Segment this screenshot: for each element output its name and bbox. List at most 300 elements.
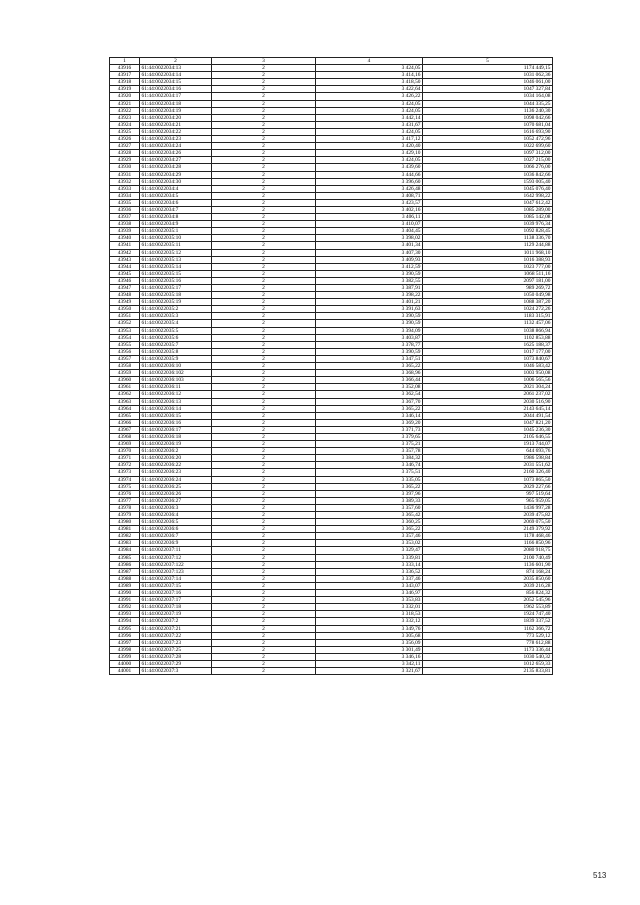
table-row	[110, 433, 553, 440]
area-cell: 3 409,93	[316, 256, 423, 263]
area-cell: 3 390,59	[316, 320, 423, 327]
value-cell: 1022 699,60	[423, 143, 553, 150]
cadastral-number-cell: 61:44:0022034:24	[140, 143, 212, 150]
table-row	[110, 561, 553, 568]
code-cell: 2	[212, 441, 316, 448]
area-cell: 3 375,21	[316, 441, 423, 448]
cadastral-number-cell: 61:44:0022034:21	[140, 121, 212, 128]
value-cell: 997 519,64	[423, 490, 553, 497]
row-number-cell: 43928	[110, 150, 140, 157]
row-number-cell: 43960	[110, 377, 140, 384]
cadastral-number-cell: 61:44:0022036:13	[140, 398, 212, 405]
value-cell: 644 693,76	[423, 448, 553, 455]
value-cell: 1839 337,52	[423, 618, 553, 625]
column-header: 4	[316, 58, 423, 65]
code-cell: 2	[212, 653, 316, 660]
value-cell: 1070 681,04	[423, 121, 553, 128]
value-cell: 1047 612,42	[423, 199, 553, 206]
area-cell: 3 401,34	[316, 242, 423, 249]
value-cell: 1085 142,08	[423, 214, 553, 221]
code-cell: 2	[212, 547, 316, 554]
code-cell: 2	[212, 497, 316, 504]
row-number-cell: 43946	[110, 277, 140, 284]
value-cell: 1046 583,42	[423, 363, 553, 370]
row-number-cell: 43977	[110, 497, 140, 504]
cadastral-number-cell: 61:44:0022035:7	[140, 341, 212, 348]
value-cell: 2143 645,14	[423, 405, 553, 412]
value-cell: 1138 336,70	[423, 235, 553, 242]
code-cell: 2	[212, 533, 316, 540]
code-cell: 2	[212, 86, 316, 93]
cadastral-number-cell: 61:44:0022034:5	[140, 192, 212, 199]
value-cell: 1102 853,88	[423, 334, 553, 341]
code-cell: 2	[212, 561, 316, 568]
code-cell: 2	[212, 334, 316, 341]
area-cell: 3 397,96	[316, 490, 423, 497]
value-cell: 1038 866,94	[423, 327, 553, 334]
cadastral-number-cell: 61:44:0022037:19	[140, 611, 212, 618]
table-row	[110, 419, 553, 426]
value-cell: 2021 304,24	[423, 384, 553, 391]
value-cell: 1092 828,45	[423, 228, 553, 235]
code-cell: 2	[212, 632, 316, 639]
cadastral-number-cell: 61:44:0022036:10	[140, 363, 212, 370]
cadastral-number-cell: 61:44:0022034:7	[140, 206, 212, 213]
value-cell: 1017 177,00	[423, 348, 553, 355]
value-cell: 856 824,32	[423, 590, 553, 597]
cadastral-number-cell: 61:44:0022037:122	[140, 561, 212, 568]
code-cell: 2	[212, 554, 316, 561]
area-cell: 3 375,51	[316, 469, 423, 476]
value-cell: 1913 744,07	[423, 441, 553, 448]
cadastral-number-cell: 61:44:0022034:15	[140, 79, 212, 86]
area-cell: 3 384,32	[316, 455, 423, 462]
cadastral-number-cell: 61:44:0022036:26	[140, 490, 212, 497]
value-cell: 874 168,24	[423, 568, 553, 575]
code-cell: 2	[212, 313, 316, 320]
cadastral-number-cell: 61:44:0022035:4	[140, 320, 212, 327]
code-cell: 2	[212, 292, 316, 299]
area-cell: 3 429,10	[316, 150, 423, 157]
row-number-cell: 43956	[110, 348, 140, 355]
cadastral-number-cell: 61:44:0022036:15	[140, 412, 212, 419]
area-cell: 3 424,05	[316, 107, 423, 114]
cadastral-number-cell: 61:44:0022037:25	[140, 646, 212, 653]
table-row	[110, 334, 553, 341]
table-row	[110, 86, 553, 93]
value-cell: 1166 850,96	[423, 540, 553, 547]
area-cell: 3 398,22	[316, 292, 423, 299]
cadastral-number-cell: 61:44:0022035:6	[140, 334, 212, 341]
code-cell: 2	[212, 348, 316, 355]
cadastral-number-cell: 61:44:0022037:3	[140, 668, 212, 675]
value-cell: 989 269,72	[423, 285, 553, 292]
code-cell: 2	[212, 448, 316, 455]
row-number-cell: 43978	[110, 504, 140, 511]
cadastral-number-cell: 61:44:0022036:12	[140, 391, 212, 398]
table-row	[110, 157, 553, 164]
row-number-cell: 43952	[110, 320, 140, 327]
value-cell: 778 612,88	[423, 639, 553, 646]
cadastral-number-cell: 61:44:0022037:14	[140, 575, 212, 582]
area-cell: 3 391,63	[316, 306, 423, 313]
area-cell: 3 402,16	[316, 206, 423, 213]
row-number-cell: 43933	[110, 185, 140, 192]
value-cell: 1047 821,20	[423, 419, 553, 426]
code-cell: 2	[212, 391, 316, 398]
code-cell: 2	[212, 526, 316, 533]
cadastral-number-cell: 61:44:0022036:7	[140, 533, 212, 540]
area-cell: 3 424,05	[316, 157, 423, 164]
table-row	[110, 72, 553, 79]
value-cell: 1027 215,00	[423, 157, 553, 164]
value-cell: 1097 312,00	[423, 150, 553, 157]
cadastral-number-cell: 61:44:0022034:16	[140, 86, 212, 93]
code-cell: 2	[212, 299, 316, 306]
value-cell: 2097 181,00	[423, 277, 553, 284]
area-cell: 3 420,40	[316, 143, 423, 150]
cadastral-number-cell: 61:44:0022035:3	[140, 313, 212, 320]
row-number-cell: 43994	[110, 618, 140, 625]
column-header: 2	[140, 58, 212, 65]
table-row	[110, 448, 553, 455]
code-cell: 2	[212, 370, 316, 377]
table-row	[110, 263, 553, 270]
area-cell: 3 362,54	[316, 391, 423, 398]
cadastral-number-cell: 61:44:0022037:18	[140, 604, 212, 611]
area-cell: 3 424,05	[316, 100, 423, 107]
row-number-cell: 43947	[110, 285, 140, 292]
cadastral-number-cell: 61:44:0022035:9	[140, 355, 212, 362]
table-row	[110, 568, 553, 575]
code-cell: 2	[212, 398, 316, 405]
code-cell: 2	[212, 263, 316, 270]
cadastral-number-cell: 61:44:0022036:19	[140, 441, 212, 448]
row-number-cell: 43969	[110, 441, 140, 448]
area-cell: 3 365,22	[316, 363, 423, 370]
row-number-cell: 43967	[110, 426, 140, 433]
cadastral-number-cell: 61:44:0022034:20	[140, 114, 212, 121]
code-cell: 2	[212, 646, 316, 653]
value-cell: 2029 227,66	[423, 483, 553, 490]
table-row	[110, 582, 553, 589]
row-number-cell: 43953	[110, 327, 140, 334]
code-cell: 2	[212, 618, 316, 625]
row-number-cell: 43999	[110, 653, 140, 660]
cadastral-number-cell: 61:44:0022034:27	[140, 157, 212, 164]
column-header: 5	[423, 58, 553, 65]
code-cell: 2	[212, 341, 316, 348]
table-row	[110, 107, 553, 114]
table-row	[110, 128, 553, 135]
code-cell: 2	[212, 419, 316, 426]
table-row	[110, 504, 553, 511]
cadastral-number-cell: 61:44:0022036:4	[140, 512, 212, 519]
row-number-cell: 43971	[110, 455, 140, 462]
cadastral-number-cell: 61:44:0022037:22	[140, 632, 212, 639]
table-row	[110, 270, 553, 277]
area-cell: 3 387,91	[316, 285, 423, 292]
row-number-cell: 43972	[110, 462, 140, 469]
value-cell: 1136 601,90	[423, 561, 553, 568]
cadastral-number-cell: 61:44:0022035:8	[140, 348, 212, 355]
table-row	[110, 469, 553, 476]
area-cell: 3 365,22	[316, 483, 423, 490]
area-cell: 3 401,21	[316, 299, 423, 306]
value-cell: 773 529,12	[423, 632, 553, 639]
area-cell: 3 318,53	[316, 611, 423, 618]
value-cell: 2135 833,81	[423, 668, 553, 675]
row-number-cell: 43966	[110, 419, 140, 426]
table-row	[110, 533, 553, 540]
code-cell: 2	[212, 121, 316, 128]
row-number-cell: 43982	[110, 533, 140, 540]
cadastral-number-cell: 61:44:0022035:1	[140, 228, 212, 235]
area-cell: 3 403,87	[316, 334, 423, 341]
value-cell: 1625 188,37	[423, 341, 553, 348]
table-row	[110, 136, 553, 143]
value-cell: 2031 551,62	[423, 462, 553, 469]
area-cell: 3 357,46	[316, 533, 423, 540]
area-cell: 3 389,33	[316, 497, 423, 504]
table-row	[110, 639, 553, 646]
area-cell: 3 394,09	[316, 327, 423, 334]
cadastral-number-cell: 61:44:0022035:5	[140, 327, 212, 334]
area-cell: 3 396,60	[316, 178, 423, 185]
row-number-cell: 43986	[110, 561, 140, 568]
table-row	[110, 348, 553, 355]
area-cell: 3 347,51	[316, 355, 423, 362]
cadastral-number-cell: 61:44:0022034:8	[140, 214, 212, 221]
code-cell: 2	[212, 363, 316, 370]
cadastral-number-cell: 61:44:0022035:17	[140, 285, 212, 292]
row-number-cell: 43924	[110, 121, 140, 128]
code-cell: 2	[212, 235, 316, 242]
area-cell: 3 339,81	[316, 554, 423, 561]
code-cell: 2	[212, 575, 316, 582]
cadastral-number-cell: 61:44:0022036:18	[140, 433, 212, 440]
cadastral-number-cell: 61:44:0022035:18	[140, 292, 212, 299]
code-cell: 2	[212, 143, 316, 150]
table-row	[110, 519, 553, 526]
cadastral-number-cell: 61:44:0022037:15	[140, 582, 212, 589]
code-cell: 2	[212, 519, 316, 526]
row-number-cell: 43934	[110, 192, 140, 199]
table-row	[110, 526, 553, 533]
area-cell: 3 301,49	[316, 646, 423, 653]
area-cell: 3 342,11	[316, 660, 423, 667]
row-number-cell: 43938	[110, 221, 140, 228]
area-cell: 3 426,22	[316, 93, 423, 100]
code-cell: 2	[212, 476, 316, 483]
cadastral-number-cell: 61:44:0022036:14	[140, 405, 212, 412]
row-number-cell: 43991	[110, 597, 140, 604]
row-number-cell: 43927	[110, 143, 140, 150]
row-number-cell: 43937	[110, 214, 140, 221]
value-cell: 1962 553,89	[423, 604, 553, 611]
code-cell: 2	[212, 455, 316, 462]
cadastral-number-cell: 61:44:0022037:28	[140, 653, 212, 660]
cadastral-number-cell: 61:44:0022036:2	[140, 448, 212, 455]
code-cell: 2	[212, 65, 316, 72]
code-cell: 2	[212, 504, 316, 511]
code-cell: 2	[212, 582, 316, 589]
code-cell: 2	[212, 540, 316, 547]
area-cell: 3 369,20	[316, 419, 423, 426]
value-cell: 1024 272,26	[423, 306, 553, 313]
code-cell: 2	[212, 206, 316, 213]
cadastral-number-cell: 61:44:0022034:23	[140, 136, 212, 143]
row-number-cell: 43940	[110, 235, 140, 242]
value-cell: 1183 315,91	[423, 313, 553, 320]
cadastral-number-cell: 61:44:0022036:24	[140, 476, 212, 483]
table-row	[110, 228, 553, 235]
code-cell: 2	[212, 384, 316, 391]
area-cell: 3 305,68	[316, 632, 423, 639]
row-number-cell: 43973	[110, 469, 140, 476]
value-cell: 1045 236,30	[423, 426, 553, 433]
area-cell: 3 346,14	[316, 412, 423, 419]
row-number-cell: 43975	[110, 483, 140, 490]
cadastral-number-cell: 61:44:0022034:6	[140, 199, 212, 206]
row-number-cell: 43920	[110, 93, 140, 100]
table-row	[110, 426, 553, 433]
table-row	[110, 391, 553, 398]
cadastral-number-cell: 61:44:0022036:3	[140, 504, 212, 511]
row-number-cell: 43930	[110, 164, 140, 171]
area-cell: 3 360,25	[316, 519, 423, 526]
value-cell: 2061 237,02	[423, 391, 553, 398]
table-row	[110, 285, 553, 292]
code-cell: 2	[212, 157, 316, 164]
row-number-cell: 43996	[110, 632, 140, 639]
column-header: 1	[110, 58, 140, 65]
value-cell: 1011 968,10	[423, 249, 553, 256]
area-cell: 3 424,05	[316, 128, 423, 135]
cadastral-number-cell: 61:44:0022034:29	[140, 171, 212, 178]
area-cell: 3 333,14	[316, 561, 423, 568]
row-number-cell: 43958	[110, 363, 140, 370]
code-cell: 2	[212, 128, 316, 135]
row-number-cell: 43950	[110, 306, 140, 313]
area-cell: 3 382,55	[316, 277, 423, 284]
row-number-cell: 43990	[110, 590, 140, 597]
code-cell: 2	[212, 228, 316, 235]
data-table	[109, 57, 553, 675]
cadastral-number-cell: 61:44:0022036:17	[140, 426, 212, 433]
table-row	[110, 653, 553, 660]
row-number-cell: 43929	[110, 157, 140, 164]
table-row	[110, 214, 553, 221]
table-row	[110, 483, 553, 490]
table-row	[110, 490, 553, 497]
column-header: 3	[212, 58, 316, 65]
value-cell: 2039 475,82	[423, 512, 553, 519]
cadastral-number-cell: 61:44:0022036:22	[140, 462, 212, 469]
row-number-cell: 43932	[110, 178, 140, 185]
table-body	[110, 65, 553, 675]
row-number-cell: 43949	[110, 299, 140, 306]
cadastral-number-cell: 61:44:0022034:30	[140, 178, 212, 185]
table-row	[110, 242, 553, 249]
cadastral-number-cell: 61:44:0022034:17	[140, 93, 212, 100]
value-cell: 1085 289,00	[423, 206, 553, 213]
page-number: 513	[593, 871, 607, 880]
row-number-cell: 43931	[110, 171, 140, 178]
value-cell: 1003 950,08	[423, 370, 553, 377]
area-cell: 3 418,50	[316, 79, 423, 86]
table-row	[110, 178, 553, 185]
value-cell: 1050 049,98	[423, 292, 553, 299]
row-number-cell: 43992	[110, 604, 140, 611]
row-number-cell: 43964	[110, 405, 140, 412]
cadastral-number-cell: 61:44:0022037:2	[140, 618, 212, 625]
row-number-cell: 43985	[110, 554, 140, 561]
row-number-cell: 43974	[110, 476, 140, 483]
code-cell: 2	[212, 270, 316, 277]
code-cell: 2	[212, 79, 316, 86]
row-number-cell: 43916	[110, 65, 140, 72]
table-row	[110, 192, 553, 199]
row-number-cell: 43943	[110, 256, 140, 263]
row-number-cell: 43997	[110, 639, 140, 646]
row-number-cell: 43983	[110, 540, 140, 547]
row-number-cell: 43998	[110, 646, 140, 653]
area-cell: 3 379,65	[316, 433, 423, 440]
code-cell: 2	[212, 433, 316, 440]
code-cell: 2	[212, 377, 316, 384]
code-cell: 2	[212, 107, 316, 114]
table-row	[110, 646, 553, 653]
area-cell: 3 332,01	[316, 604, 423, 611]
area-cell: 3 442,14	[316, 114, 423, 121]
code-cell: 2	[212, 412, 316, 419]
code-cell: 2	[212, 483, 316, 490]
table-header-row	[110, 58, 553, 65]
area-cell: 3 378,77	[316, 341, 423, 348]
value-cell: 1174 449,15	[423, 65, 553, 72]
area-cell: 3 357,78	[316, 448, 423, 455]
value-cell: 1045 076,40	[423, 185, 553, 192]
code-cell: 2	[212, 426, 316, 433]
row-number-cell: 43987	[110, 568, 140, 575]
table-row	[110, 597, 553, 604]
area-cell: 3 332,12	[316, 618, 423, 625]
table-row	[110, 462, 553, 469]
code-cell: 2	[212, 604, 316, 611]
table-row	[110, 256, 553, 263]
row-number-cell: 43984	[110, 547, 140, 554]
row-number-cell: 44001	[110, 668, 140, 675]
area-cell: 3 346,97	[316, 590, 423, 597]
area-cell: 3 321,67	[316, 668, 423, 675]
area-cell: 3 398,02	[316, 235, 423, 242]
row-number-cell: 43925	[110, 128, 140, 135]
area-cell: 3 343,07	[316, 582, 423, 589]
value-cell: 1047 327,84	[423, 86, 553, 93]
cadastral-number-cell: 61:44:0022037:16	[140, 590, 212, 597]
area-cell: 3 439,60	[316, 164, 423, 171]
table-row	[110, 398, 553, 405]
code-cell: 2	[212, 469, 316, 476]
table-row	[110, 185, 553, 192]
area-cell: 3 407,30	[316, 249, 423, 256]
table-row	[110, 476, 553, 483]
area-cell: 3 349,76	[316, 625, 423, 632]
code-cell: 2	[212, 93, 316, 100]
table-row	[110, 277, 553, 284]
row-number-cell: 43948	[110, 292, 140, 299]
